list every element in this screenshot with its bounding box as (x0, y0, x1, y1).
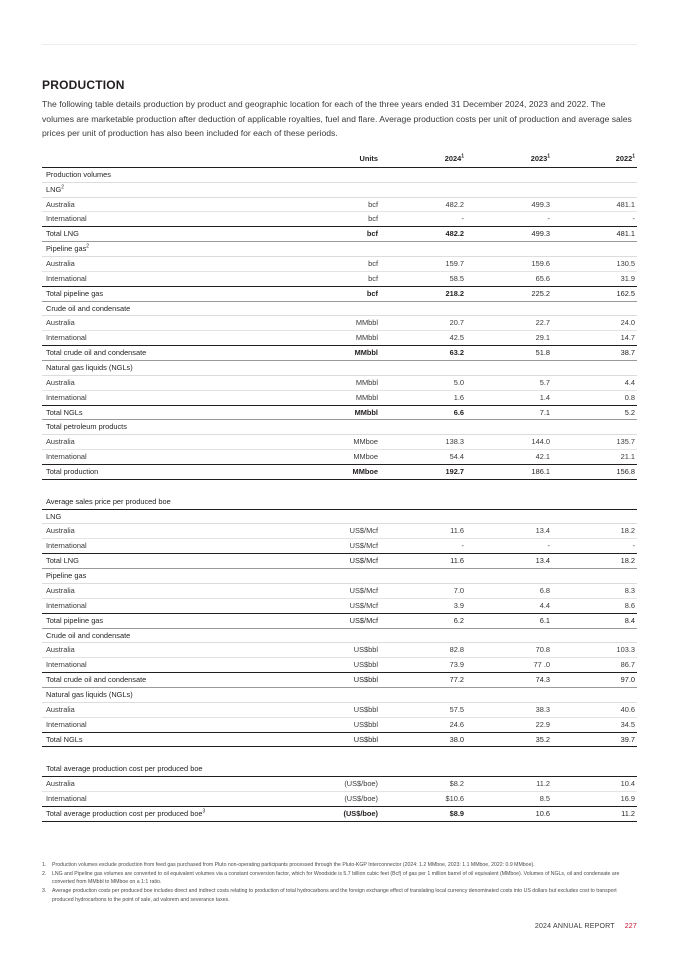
table-row: International US$/Mcf 3.9 4.4 8.6 (42, 599, 637, 614)
group-crude-price: Crude oil and condensate (42, 629, 637, 644)
table-row: Australia bcf 482.2 499.3 481.1 (42, 198, 637, 213)
total-row: Total NGLs US$bbl 38.0 35.2 39.7 (42, 733, 637, 748)
total-row: Total crude oil and condensate US$bbl 77.2 74.3 97.0 (42, 673, 637, 688)
header-2022: 2022$^1$ (615, 153, 635, 163)
group-lng-price: LNG (42, 510, 637, 525)
header-2024: 2024$^1$ (444, 153, 464, 163)
production-table (42, 152, 637, 822)
page-footer (535, 923, 637, 930)
spacer (42, 747, 637, 762)
footnotes (42, 861, 637, 905)
table-header (42, 152, 637, 168)
group-crude-oil: Crude oil and condensate (42, 302, 637, 317)
table-row: Australia MMbbl 5.0 5.7 4.4 (42, 376, 637, 391)
production-volumes-title: Production volumes (42, 168, 637, 183)
total-row: Total LNG bcf 482.2 499.3 481.1 (42, 227, 637, 242)
table-row: Australia bcf 159.7 159.6 130.5 (42, 257, 637, 272)
table-row: Australia MMboe 138.3 144.0 135.7 (42, 435, 637, 450)
footnote: 2. LNG and Pipeline gas volumes are converted to oil equivalent volumes via a constant conversion factor, which for Woodside is 5.7 billion cubic feet (Bcf) of gas per 1 million barrel of oil equivalent (MMboe). Volumes of NGLs, oil and condensate are converted from MMbbl to MMboe on a 1:1 ratio. (42, 870, 620, 886)
group-ngl: Natural gas liquids (NGLs) (42, 361, 637, 376)
total-row: Total pipeline gas US$/Mcf 6.2 6.1 8.4 (42, 614, 637, 629)
table-row: Australia US$/Mcf 11.6 13.4 18.2 (42, 524, 637, 539)
table-row: International bcf 58.5 65.6 31.9 (42, 272, 637, 287)
section-title: PRODUCTION (42, 78, 125, 92)
total-row: Total crude oil and condensate MMbbl 63.2 51.8 38.7 (42, 346, 637, 361)
group-lng: LNG$^2$ (42, 183, 637, 198)
group-ngl-price: Natural gas liquids (NGLs) (42, 688, 637, 703)
table-row: International MMbbl 1.6 1.4 0.8 (42, 391, 637, 406)
page-number: 227 (624, 923, 637, 930)
footnote: 1. Production volumes exclude production from feed gas purchased from Pluto non-operating participants processed through the Pluto-KGP Interconnector (2024: 1.2 MMboe, 2023: 1.1 MMboe, 2022: 0.9 MMboe). (42, 862, 535, 868)
group-pipeline-gas: Pipeline gas$^2$ (42, 242, 637, 257)
header-2023: 2023$^1$ (530, 153, 550, 163)
table-row: International US$bbl 73.9 77 .0 86.7 (42, 658, 637, 673)
report-title: 2024 ANNUAL REPORT (534, 923, 615, 930)
production-cost-title: Total average production cost per produced boe (42, 762, 637, 777)
footnote: 3. Average production costs per produced boe includes direct and indirect costs relating to production of total hydrocarbons and the foreign exchange effect of translating local currency denominated costs into US dollars but excludes cost to transport produced hydrocarbons to the point of sale, ad valorem and severance taxes. (42, 888, 617, 903)
spacer (42, 480, 637, 495)
table-row: International MMbbl 42.5 29.1 14.7 (42, 331, 637, 346)
table-row: Australia MMbbl 20.7 22.7 24.0 (42, 316, 637, 331)
table-row: Australia US$bbl 57.5 38.3 40.6 (42, 703, 637, 718)
table-row: International US$bbl 24.6 22.9 34.5 (42, 718, 637, 733)
header-units: Units (359, 154, 378, 163)
total-production-row: Total production MMboe 192.7 186.1 156.8 (42, 465, 637, 480)
total-row: Total NGLs MMbbl 6.6 7.1 5.2 (42, 406, 637, 421)
table-row: International US$/Mcf - - - (42, 539, 637, 554)
group-petroleum: Total petroleum products (42, 420, 637, 435)
table-row: Australia US$bbl 82.8 70.8 103.3 (42, 643, 637, 658)
top-rule (42, 44, 637, 45)
total-row: Total pipeline gas bcf 218.2 225.2 162.5 (42, 287, 637, 302)
total-cost-row: Total average production cost per produced boe$^3$ (US$/boe) $8.9 10.6 11.2 (42, 807, 637, 822)
table-row: International MMboe 54.4 42.1 21.1 (42, 450, 637, 465)
table-row: International (US$/boe) $10.6 8.5 16.9 (42, 792, 637, 807)
table-row: Australia US$/Mcf 7.0 6.8 8.3 (42, 584, 637, 599)
table-row: International bcf - - - (42, 212, 637, 227)
intro-paragraph: The following table details production by product and geographic location for each of the three years ended 31 December 2024, 2023 and 2022. The volumes are marketable production after deduction of applicable royalties, fuel and flare. Average production costs per unit of production and average sales prices per unit of production has also been included for each of these periods. (42, 99, 632, 138)
total-row: Total LNG US$/Mcf 11.6 13.4 18.2 (42, 554, 637, 569)
table-row: Australia (US$/boe) $8.2 11.2 10.4 (42, 777, 637, 792)
sales-price-title: Average sales price per produced boe (42, 495, 637, 510)
group-pipeline-price: Pipeline gas (42, 569, 637, 584)
